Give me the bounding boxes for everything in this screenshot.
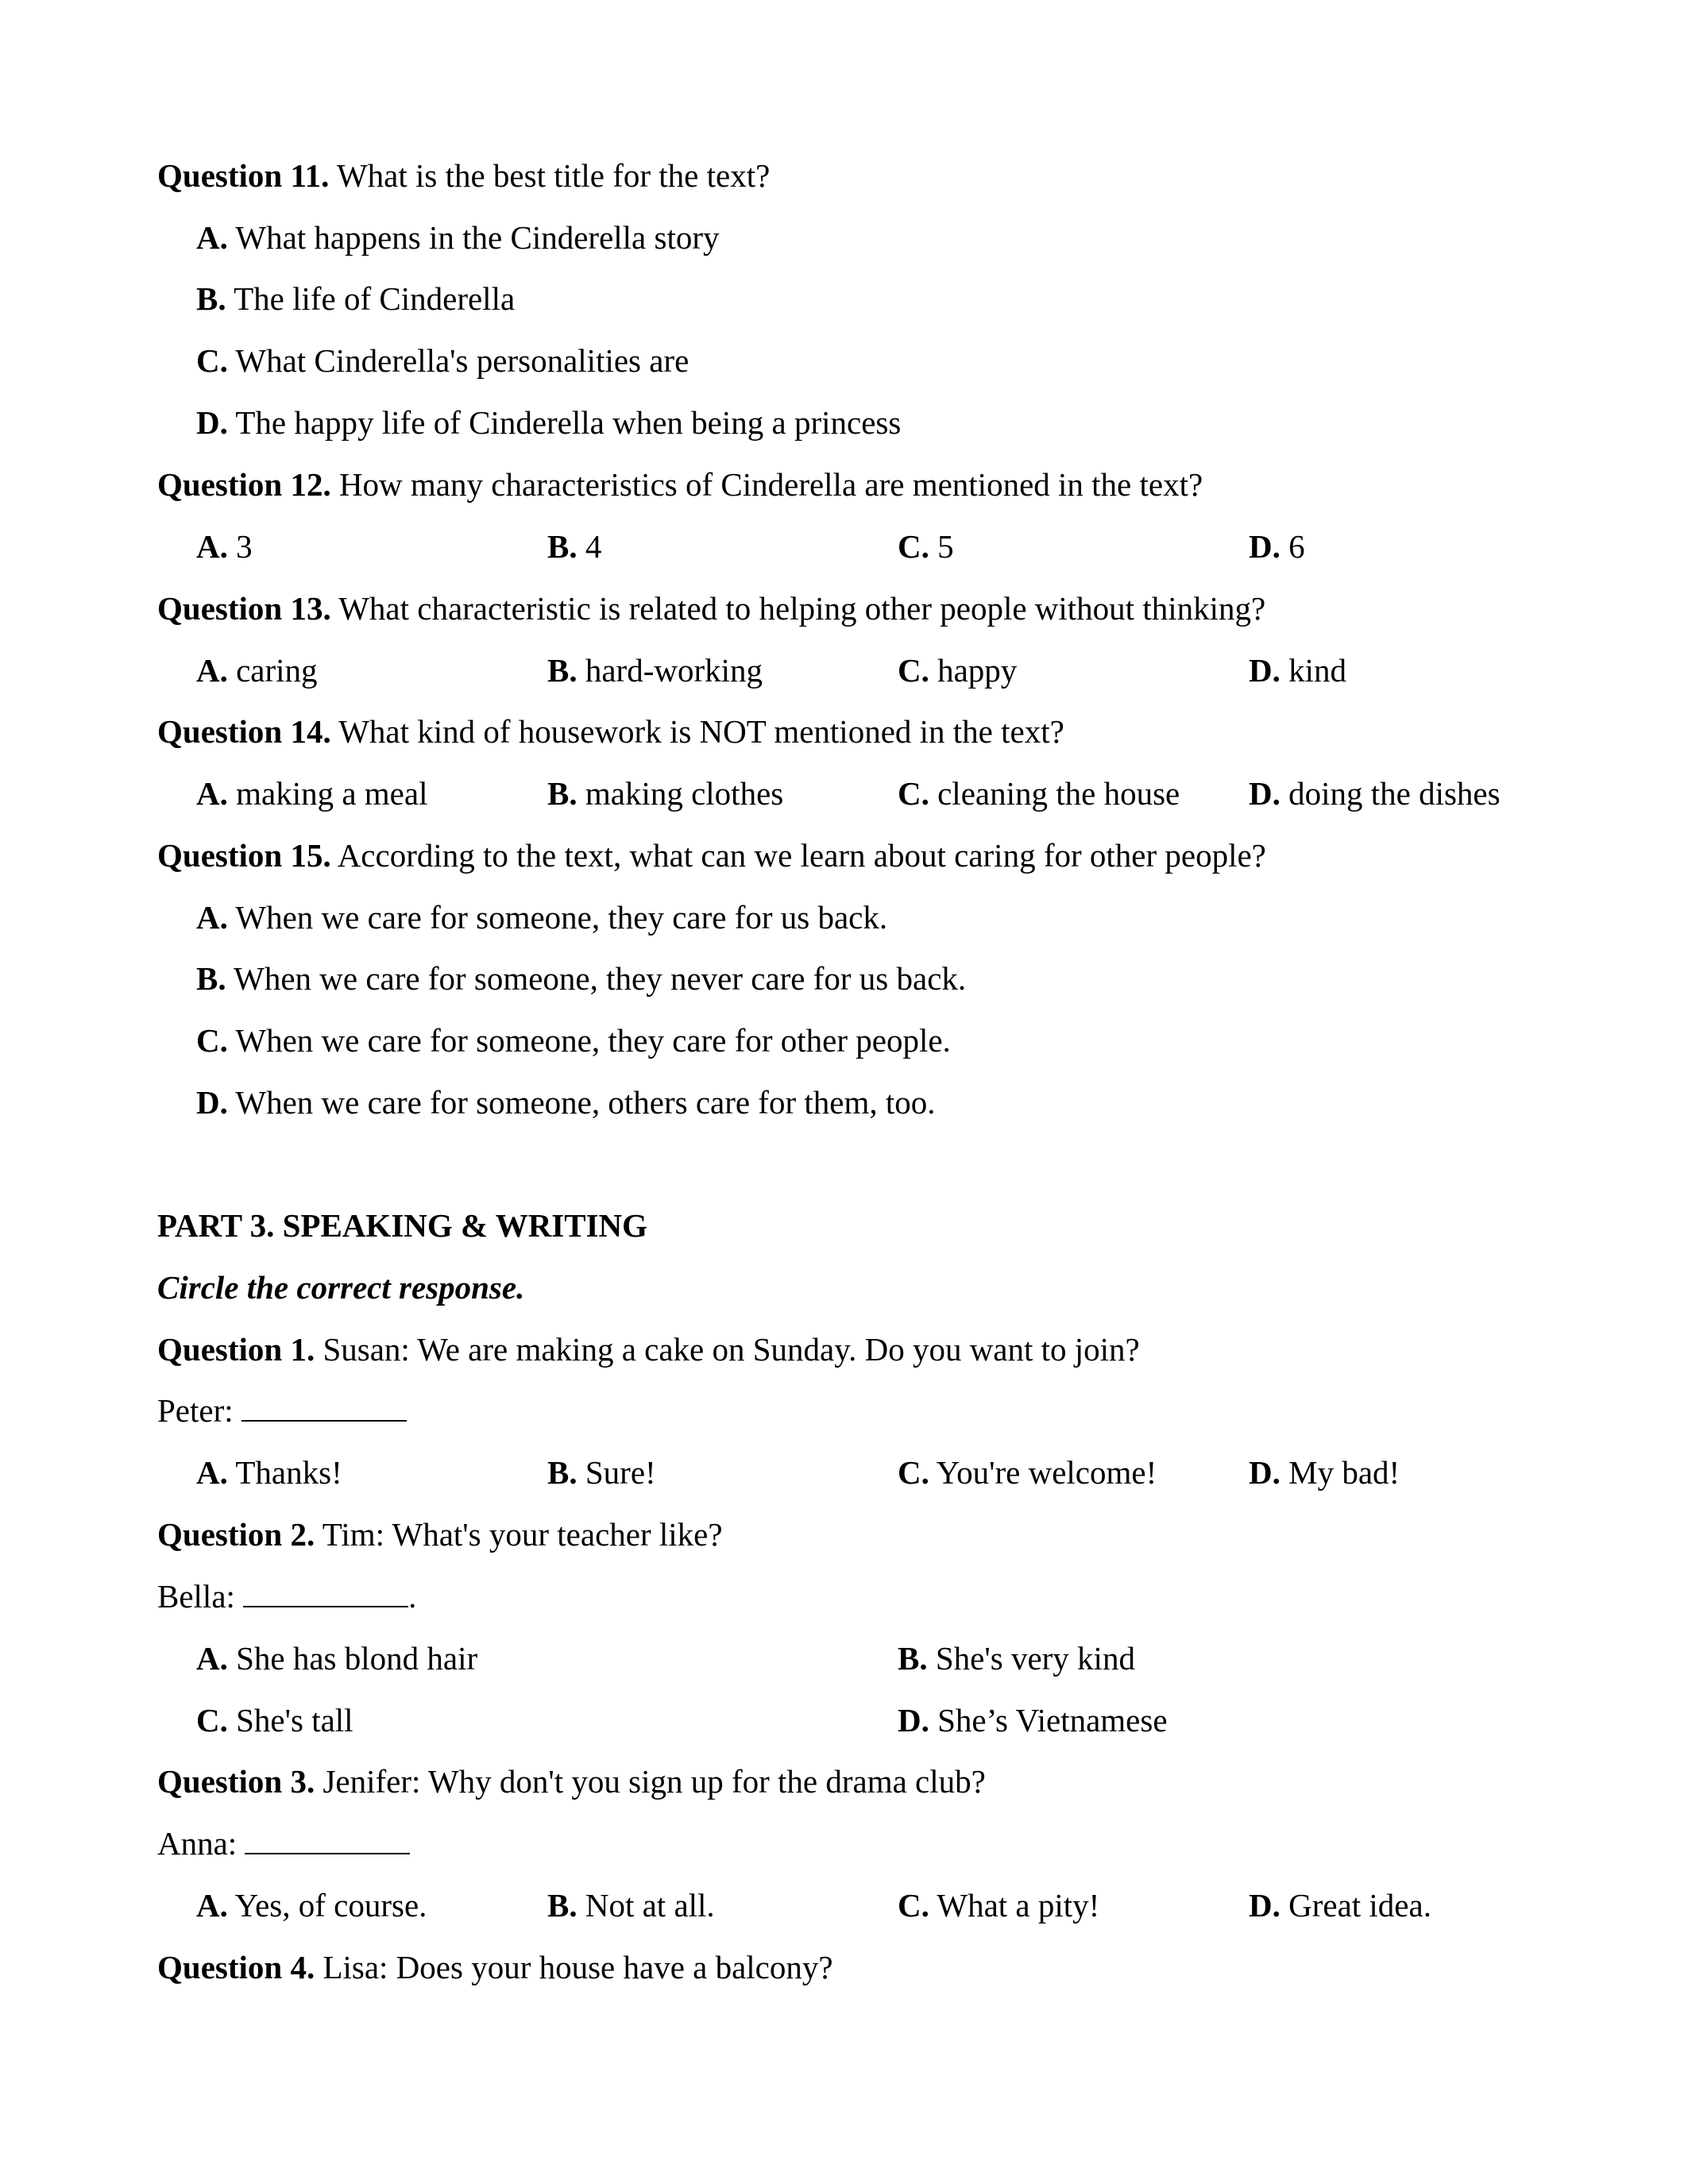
option-text: cleaning the house xyxy=(929,775,1180,812)
option-letter: C. xyxy=(898,528,929,565)
option-c[interactable] xyxy=(898,527,954,566)
responder-name: Bella: xyxy=(157,1578,244,1615)
option-letter: D. xyxy=(898,1702,929,1738)
option-letter: D. xyxy=(1249,528,1280,565)
question-label: Question 2. xyxy=(157,1516,315,1553)
responder-name: Anna: xyxy=(157,1825,245,1862)
option-text: 4 xyxy=(577,528,602,565)
answer-blank[interactable] xyxy=(243,1579,408,1607)
option-d[interactable] xyxy=(1249,1885,1431,1925)
option-letter: B. xyxy=(547,528,577,565)
answer-blank[interactable] xyxy=(245,1826,410,1854)
section-heading: PART 3. SPEAKING & WRITING xyxy=(157,1207,648,1244)
question-label: Question 4. xyxy=(157,1949,315,1985)
option-d[interactable] xyxy=(1249,650,1346,690)
option-letter: C. xyxy=(196,1702,228,1738)
option-a[interactable] xyxy=(196,1453,342,1492)
option-b[interactable] xyxy=(196,959,966,998)
option-text: making a meal xyxy=(227,775,428,812)
option-text: happy xyxy=(929,652,1018,689)
option-letter: D. xyxy=(1249,1454,1280,1491)
option-text: She has blond hair xyxy=(227,1640,478,1677)
option-d[interactable] xyxy=(196,1082,936,1122)
option-c[interactable] xyxy=(196,1021,951,1060)
option-a[interactable] xyxy=(196,774,427,813)
question-text: What characteristic is related to helping other people without thinking? xyxy=(330,590,1266,627)
option-letter: B. xyxy=(547,775,577,812)
option-text: doing the dishes xyxy=(1280,775,1501,812)
option-b[interactable] xyxy=(547,774,783,813)
option-letter: C. xyxy=(898,1454,929,1491)
option-d[interactable] xyxy=(898,1700,1168,1740)
option-letter: D. xyxy=(196,1084,228,1121)
option-text: When we care for someone, they never care for us back. xyxy=(226,960,967,997)
option-letter: C. xyxy=(898,652,929,689)
option-letter: A. xyxy=(196,1640,228,1677)
option-c[interactable] xyxy=(898,774,1180,813)
option-text: She's tall xyxy=(227,1702,353,1738)
option-a[interactable] xyxy=(196,650,318,690)
response-line xyxy=(157,1391,407,1430)
option-text: What a pity! xyxy=(929,1887,1100,1924)
option-letter: B. xyxy=(898,1640,928,1677)
question-11 xyxy=(157,156,770,195)
option-letter: B. xyxy=(547,1454,577,1491)
response-line xyxy=(157,1823,410,1863)
option-d[interactable] xyxy=(196,403,901,442)
option-letter: A. xyxy=(196,219,228,256)
option-text: Thanks! xyxy=(227,1454,342,1491)
option-text: When we care for someone, they care for us back. xyxy=(227,899,888,936)
option-c[interactable] xyxy=(196,1700,353,1740)
option-text: The life of Cinderella xyxy=(226,280,516,317)
question-text: Susan: We are making a cake on Sunday. Do you want to join? xyxy=(315,1331,1140,1368)
option-b[interactable] xyxy=(898,1638,1135,1678)
option-letter: B. xyxy=(547,1887,577,1924)
option-text: When we care for someone, others care for them, too. xyxy=(227,1084,936,1121)
response-line xyxy=(157,1576,416,1616)
option-a[interactable] xyxy=(196,527,253,566)
option-letter: C. xyxy=(196,1022,228,1059)
option-a[interactable] xyxy=(196,1638,477,1678)
option-text: My bad! xyxy=(1280,1454,1400,1491)
option-letter: A. xyxy=(196,528,228,565)
question-label: Question 15. xyxy=(157,837,331,874)
option-text: She's very kind xyxy=(927,1640,1135,1677)
question-text: What is the best title for the text? xyxy=(329,157,771,194)
option-text: You're welcome! xyxy=(929,1454,1157,1491)
option-letter: A. xyxy=(196,1887,228,1924)
option-text: making clothes xyxy=(577,775,784,812)
option-text: hard-working xyxy=(577,652,763,689)
option-d[interactable] xyxy=(1249,774,1501,813)
question-13 xyxy=(157,588,1265,628)
speaking-question-4 xyxy=(157,1947,833,1987)
option-a[interactable] xyxy=(196,218,720,257)
option-letter: A. xyxy=(196,775,228,812)
option-letter: C. xyxy=(898,775,929,812)
option-c[interactable] xyxy=(898,1885,1099,1925)
blank-suffix: . xyxy=(408,1578,417,1615)
question-text: Jenifer: Why don't you sign up for the drama club? xyxy=(315,1763,986,1800)
instruction-text: Circle the correct response. xyxy=(157,1269,525,1306)
question-label: Question 3. xyxy=(157,1763,315,1800)
option-text: What Cinderella's personalities are xyxy=(227,342,689,379)
question-text: Lisa: Does your house have a balcony? xyxy=(315,1949,833,1985)
option-letter: A. xyxy=(196,1454,228,1491)
option-text: Not at all. xyxy=(577,1887,715,1924)
option-d[interactable] xyxy=(1249,527,1305,566)
question-14 xyxy=(157,712,1064,751)
option-letter: C. xyxy=(196,342,228,379)
question-label: Question 13. xyxy=(157,590,331,627)
option-text: caring xyxy=(227,652,318,689)
option-b[interactable] xyxy=(547,527,601,566)
speaking-question-1 xyxy=(157,1329,1140,1369)
part3-heading xyxy=(157,1206,647,1245)
question-label: Question 12. xyxy=(157,466,331,503)
question-text: According to the text, what can we learn about caring for other people? xyxy=(330,837,1266,874)
option-b[interactable] xyxy=(196,279,515,318)
option-letter: D. xyxy=(1249,775,1280,812)
option-letter: B. xyxy=(547,652,577,689)
option-text: 6 xyxy=(1280,528,1305,565)
option-text: She’s Vietnamese xyxy=(929,1702,1168,1738)
question-label: Question 1. xyxy=(157,1331,315,1368)
option-text: 5 xyxy=(929,528,954,565)
option-b[interactable] xyxy=(547,1453,656,1492)
question-label: Question 14. xyxy=(157,713,331,750)
speaking-question-3 xyxy=(157,1761,986,1801)
question-label: Question 11. xyxy=(157,157,330,194)
option-letter: B. xyxy=(196,280,226,317)
option-letter: D. xyxy=(196,404,228,441)
responder-name: Peter: xyxy=(157,1392,241,1429)
option-b[interactable] xyxy=(547,650,763,690)
question-text: What kind of housework is NOT mentioned in the text? xyxy=(330,713,1064,750)
option-a[interactable] xyxy=(196,897,887,937)
option-letter: C. xyxy=(898,1887,929,1924)
option-d[interactable] xyxy=(1249,1453,1400,1492)
option-text: 3 xyxy=(227,528,253,565)
option-letter: B. xyxy=(196,960,226,997)
option-a[interactable] xyxy=(196,1885,427,1925)
option-text: Great idea. xyxy=(1280,1887,1431,1924)
option-letter: D. xyxy=(1249,1887,1280,1924)
option-text: kind xyxy=(1280,652,1347,689)
option-text: Yes, of course. xyxy=(227,1887,427,1924)
option-letter: A. xyxy=(196,899,228,936)
question-12 xyxy=(157,465,1203,504)
option-c[interactable] xyxy=(898,1453,1157,1492)
option-text: When we care for someone, they care for other people. xyxy=(227,1022,951,1059)
option-c[interactable] xyxy=(196,341,689,380)
part3-instruction xyxy=(157,1268,524,1307)
option-text: What happens in the Cinderella story xyxy=(227,219,720,256)
option-letter: A. xyxy=(196,652,228,689)
speaking-question-2 xyxy=(157,1515,723,1554)
question-15 xyxy=(157,835,1266,875)
option-text: The happy life of Cinderella when being a princess xyxy=(227,404,902,441)
question-text: Tim: What's your teacher like? xyxy=(315,1516,723,1553)
option-b[interactable] xyxy=(547,1885,715,1925)
option-text: Sure! xyxy=(577,1454,656,1491)
option-c[interactable] xyxy=(898,650,1017,690)
answer-blank[interactable] xyxy=(241,1393,407,1422)
option-letter: D. xyxy=(1249,652,1280,689)
question-text: How many characteristics of Cinderella are mentioned in the text? xyxy=(330,466,1203,503)
